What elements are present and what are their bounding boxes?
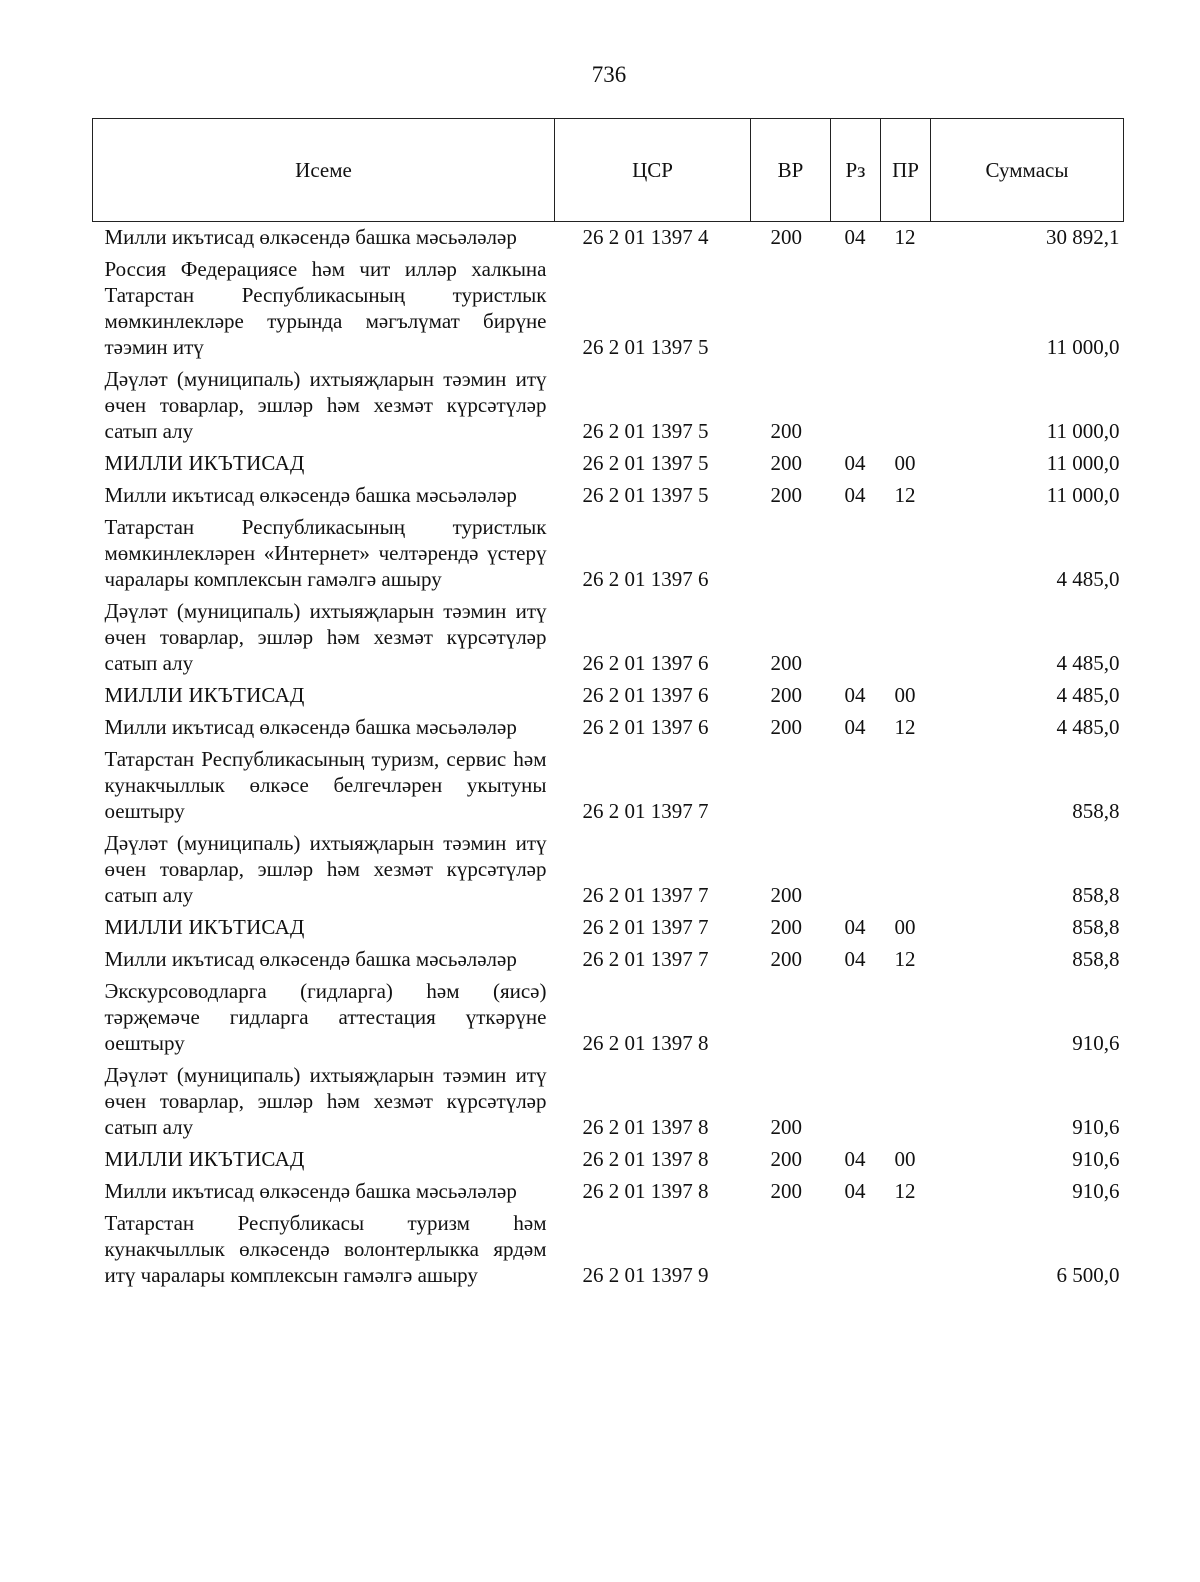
cell-pr: 12 — [894, 225, 916, 249]
cell-sum: 11 000,0 — [1046, 335, 1120, 359]
cell-sum: 4 485,0 — [1056, 683, 1120, 707]
cell-rz — [831, 1208, 881, 1292]
cell-vr: 200 — [770, 683, 802, 707]
table-row — [93, 480, 1124, 512]
cell-rz — [831, 364, 881, 448]
cell-pr — [881, 512, 931, 596]
cell-rz: 04 — [844, 715, 866, 739]
cell-csr: 26 2 01 1397 8 — [582, 1031, 709, 1055]
cell-vr: 200 — [770, 947, 802, 971]
table-row — [93, 596, 1124, 680]
cell-csr: 26 2 01 1397 6 — [582, 683, 709, 707]
cell-csr: 26 2 01 1397 7 — [582, 915, 709, 939]
cell-name: Милли икътисад өлкәсендә башка мәсьәләләр — [104, 947, 517, 971]
cell-csr: 26 2 01 1397 5 — [582, 451, 709, 475]
cell-vr: 200 — [770, 883, 802, 907]
cell-name: Татарстан Республикасының туризм, сервис һәм кунакчыллык өлкәсе белгечләрен укытуны оештыру — [104, 747, 547, 823]
table-header — [93, 119, 1124, 222]
cell-sum: 858,8 — [1072, 883, 1120, 907]
table-row — [93, 364, 1124, 448]
table-row — [93, 712, 1124, 744]
cell-vr: 200 — [770, 651, 802, 675]
cell-vr — [751, 744, 831, 828]
cell-sum: 858,8 — [1072, 799, 1120, 823]
cell-csr: 26 2 01 1397 8 — [582, 1179, 709, 1203]
cell-rz: 04 — [844, 483, 866, 507]
table-row — [93, 222, 1124, 255]
cell-csr: 26 2 01 1397 6 — [582, 651, 709, 675]
page-number: 736 — [591, 62, 627, 87]
table-row — [93, 976, 1124, 1060]
cell-vr: 200 — [770, 1115, 802, 1139]
cell-sum: 858,8 — [1072, 915, 1120, 939]
cell-sum: 910,6 — [1072, 1179, 1120, 1203]
cell-name: МИЛЛИ ИКЪТИСАД — [104, 683, 305, 707]
cell-sum: 11 000,0 — [1046, 483, 1120, 507]
cell-vr: 200 — [770, 225, 802, 249]
cell-pr — [881, 744, 931, 828]
cell-pr — [881, 1208, 931, 1292]
cell-csr: 26 2 01 1397 7 — [582, 947, 709, 971]
cell-csr: 26 2 01 1397 5 — [582, 419, 709, 443]
cell-csr: 26 2 01 1397 5 — [582, 335, 709, 359]
cell-name: Татарстан Республикасының туристлык мөмкинлекләрен «Интернет» челтәрендә үстерү чаралары комплексын гамәлгә ашыру — [104, 515, 547, 591]
table-row — [93, 944, 1124, 976]
cell-rz: 04 — [844, 1147, 866, 1171]
cell-vr: 200 — [770, 915, 802, 939]
cell-vr: 200 — [770, 451, 802, 475]
cell-name: Экскурсоводларга (гидларга) һәм (яисә) тәрҗемәче гидларга аттестация үткәрүне оештыру — [104, 979, 547, 1055]
cell-sum: 910,6 — [1072, 1115, 1120, 1139]
table-body — [93, 222, 1124, 1293]
cell-name: Милли икътисад өлкәсендә башка мәсьәләләр — [104, 1179, 517, 1203]
cell-vr — [751, 512, 831, 596]
cell-pr: 12 — [894, 483, 916, 507]
cell-rz: 04 — [844, 451, 866, 475]
table-row — [93, 1208, 1124, 1292]
cell-sum: 30 892,1 — [1046, 225, 1120, 249]
cell-vr: 200 — [770, 1179, 802, 1203]
cell-csr: 26 2 01 1397 6 — [582, 567, 709, 591]
table-row — [93, 512, 1124, 596]
cell-pr: 00 — [894, 915, 916, 939]
cell-csr: 26 2 01 1397 9 — [582, 1263, 709, 1287]
cell-sum: 858,8 — [1072, 947, 1120, 971]
table-row — [93, 1060, 1124, 1144]
cell-vr: 200 — [770, 1147, 802, 1171]
cell-pr — [881, 1060, 931, 1144]
cell-vr — [751, 976, 831, 1060]
cell-name: Милли икътисад өлкәсендә башка мәсьәләләр — [104, 225, 517, 249]
cell-sum: 4 485,0 — [1056, 651, 1120, 675]
cell-pr: 00 — [894, 451, 916, 475]
cell-rz — [831, 512, 881, 596]
cell-csr: 26 2 01 1397 5 — [582, 483, 709, 507]
cell-name: МИЛЛИ ИКЪТИСАД — [104, 451, 305, 475]
cell-sum: 11 000,0 — [1046, 451, 1120, 475]
cell-sum: 6 500,0 — [1056, 1263, 1120, 1287]
table-row — [93, 254, 1124, 364]
cell-pr: 00 — [894, 683, 916, 707]
cell-name: Милли икътисад өлкәсендә башка мәсьәләләр — [104, 715, 517, 739]
cell-rz: 04 — [844, 947, 866, 971]
cell-name: МИЛЛИ ИКЪТИСАД — [104, 1147, 305, 1171]
cell-rz — [831, 254, 881, 364]
cell-vr: 200 — [770, 715, 802, 739]
cell-rz: 04 — [844, 915, 866, 939]
cell-vr: 200 — [770, 419, 802, 443]
cell-sum: 910,6 — [1072, 1147, 1120, 1171]
cell-pr: 12 — [894, 1179, 916, 1203]
cell-sum: 4 485,0 — [1056, 715, 1120, 739]
cell-pr — [881, 254, 931, 364]
cell-pr — [881, 596, 931, 680]
cell-name: МИЛЛИ ИКЪТИСАД — [104, 915, 305, 939]
table-row — [93, 1176, 1124, 1208]
cell-rz — [831, 828, 881, 912]
cell-name: Милли икътисад өлкәсендә башка мәсьәләләр — [104, 483, 517, 507]
cell-pr — [881, 828, 931, 912]
header-csr: ЦСР — [555, 119, 751, 222]
cell-pr: 00 — [894, 1147, 916, 1171]
cell-csr: 26 2 01 1397 7 — [582, 883, 709, 907]
cell-name: Дәүләт (муниципаль) ихтыяҗларын тәэмин итү өчен товарлар, эшләр һәм хезмәт күрсәтүләр сатып алу — [104, 1063, 547, 1139]
cell-sum: 4 485,0 — [1056, 567, 1120, 591]
table-row — [93, 448, 1124, 480]
table-row — [93, 828, 1124, 912]
header-sum: Суммасы — [931, 119, 1124, 222]
table-row — [93, 912, 1124, 944]
table-row — [93, 680, 1124, 712]
cell-rz: 04 — [844, 1179, 866, 1203]
cell-rz — [831, 1060, 881, 1144]
cell-csr: 26 2 01 1397 8 — [582, 1147, 709, 1171]
cell-rz — [831, 596, 881, 680]
header-rz: Рз — [831, 119, 881, 222]
header-name: Исеме — [93, 119, 555, 222]
cell-name: Дәүләт (муниципаль) ихтыяҗларын тәэмин итү өчен товарлар, эшләр һәм хезмәт күрсәтүләр сатып алу — [104, 367, 547, 443]
cell-csr: 26 2 01 1397 8 — [582, 1115, 709, 1139]
header-pr: ПР — [881, 119, 931, 222]
cell-sum: 11 000,0 — [1046, 419, 1120, 443]
cell-csr: 26 2 01 1397 7 — [582, 799, 709, 823]
cell-sum: 910,6 — [1072, 1031, 1120, 1055]
cell-name: Дәүләт (муниципаль) ихтыяҗларын тәэмин итү өчен товарлар, эшләр һәм хезмәт күрсәтүләр сатып алу — [104, 599, 547, 675]
header-vr: ВР — [751, 119, 831, 222]
cell-pr — [881, 364, 931, 448]
table-row — [93, 1144, 1124, 1176]
cell-pr: 12 — [894, 947, 916, 971]
cell-rz — [831, 976, 881, 1060]
cell-name: Татарстан Республикасы туризм һәм кунакчыллык өлкәсендә волонтерлыкка ярдәм итү чаралары комплексын гамәлгә ашыру — [104, 1211, 547, 1287]
budget-table — [92, 118, 1124, 1292]
cell-name: Россия Федерациясе һәм чит илләр халкына Татарстан Республикасының туристлык мөмкинлекләре турында мәгълүмат бирүне тәэмин итү — [104, 257, 547, 359]
cell-vr — [751, 1208, 831, 1292]
cell-csr: 26 2 01 1397 6 — [582, 715, 709, 739]
cell-pr: 12 — [894, 715, 916, 739]
cell-rz: 04 — [844, 225, 866, 249]
cell-rz — [831, 744, 881, 828]
cell-rz: 04 — [844, 683, 866, 707]
cell-csr: 26 2 01 1397 4 — [582, 225, 709, 249]
cell-vr — [751, 254, 831, 364]
table-row — [93, 744, 1124, 828]
cell-vr: 200 — [770, 483, 802, 507]
cell-name: Дәүләт (муниципаль) ихтыяҗларын тәэмин итү өчен товарлар, эшләр һәм хезмәт күрсәтүләр сатып алу — [104, 831, 547, 907]
cell-pr — [881, 976, 931, 1060]
